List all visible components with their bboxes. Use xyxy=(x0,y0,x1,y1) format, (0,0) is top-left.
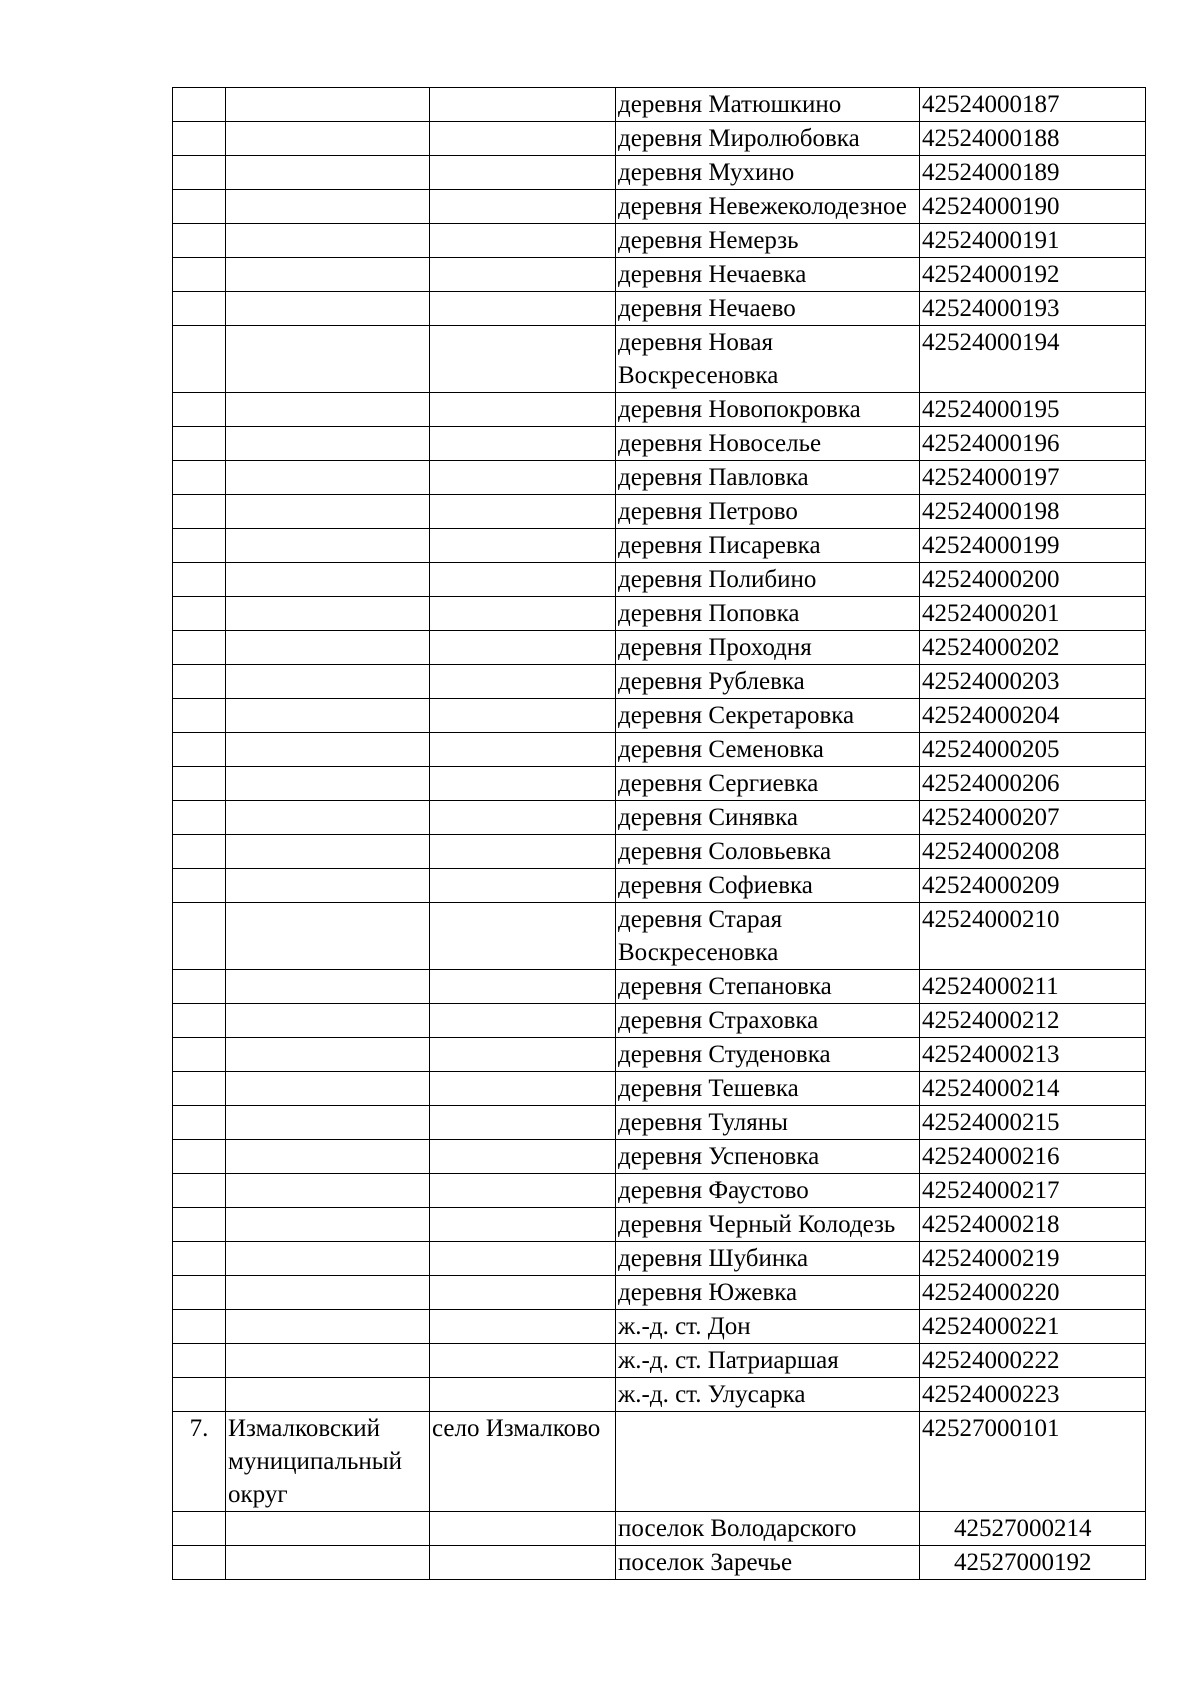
table-row xyxy=(173,1140,1146,1174)
district-cell xyxy=(226,1310,430,1344)
settlement-name-cell: деревня Новоселье xyxy=(616,427,920,461)
oktmo-code-cell: 42524000200 xyxy=(920,563,1146,597)
district-cell xyxy=(226,1140,430,1174)
row-number-cell xyxy=(173,1512,226,1546)
settlement-name-cell: деревня Полибино xyxy=(616,563,920,597)
table-row xyxy=(173,801,1146,835)
settlement-name-cell: ж.-д. ст. Дон xyxy=(616,1310,920,1344)
oktmo-code-cell: 42524000199 xyxy=(920,529,1146,563)
settlement-name-cell: деревня Успеновка xyxy=(616,1140,920,1174)
settlement-name-cell: деревня Матюшкино xyxy=(616,88,920,122)
admin-center-cell xyxy=(430,1004,616,1038)
admin-center-cell xyxy=(430,427,616,461)
settlement-name-cell: деревня Старая Воскресеновка xyxy=(616,903,920,970)
table-row xyxy=(173,1106,1146,1140)
oktmo-code-cell: 42524000206 xyxy=(920,767,1146,801)
table-row xyxy=(173,869,1146,903)
settlement-name-cell: деревня Страховка xyxy=(616,1004,920,1038)
district-cell xyxy=(226,495,430,529)
row-number-cell xyxy=(173,767,226,801)
admin-center-cell xyxy=(430,1378,616,1412)
district-cell xyxy=(226,1378,430,1412)
admin-center-cell xyxy=(430,970,616,1004)
table-row xyxy=(173,1310,1146,1344)
district-cell xyxy=(226,597,430,631)
table-row xyxy=(173,1208,1146,1242)
settlement-name-cell: деревня Писаревка xyxy=(616,529,920,563)
row-number-cell xyxy=(173,190,226,224)
row-number-cell xyxy=(173,1546,226,1580)
oktmo-code-cell: 42527000192 xyxy=(920,1546,1146,1580)
row-number-cell xyxy=(173,224,226,258)
district-cell xyxy=(226,1004,430,1038)
district-cell xyxy=(226,1106,430,1140)
settlement-name-cell: деревня Невежеколодезное xyxy=(616,190,920,224)
oktmo-code-cell: 42524000221 xyxy=(920,1310,1146,1344)
admin-center-cell xyxy=(430,1242,616,1276)
admin-center-cell xyxy=(430,1106,616,1140)
table-row xyxy=(173,326,1146,393)
district-cell xyxy=(226,767,430,801)
settlement-name-cell: деревня Поповка xyxy=(616,597,920,631)
settlement-name-cell: деревня Петрово xyxy=(616,495,920,529)
table-row xyxy=(173,224,1146,258)
district-cell xyxy=(226,1546,430,1580)
settlement-name-cell: деревня Соловьевка xyxy=(616,835,920,869)
row-number-cell xyxy=(173,1072,226,1106)
table-row xyxy=(173,1072,1146,1106)
row-number-cell xyxy=(173,597,226,631)
row-number-cell: 7. xyxy=(173,1412,226,1512)
row-number-cell xyxy=(173,1038,226,1072)
row-number-cell xyxy=(173,563,226,597)
district-cell xyxy=(226,563,430,597)
settlement-name-cell: деревня Новопокровка xyxy=(616,393,920,427)
district-cell xyxy=(226,326,430,393)
oktmo-code-cell: 42524000189 xyxy=(920,156,1146,190)
admin-center-cell xyxy=(430,190,616,224)
row-number-cell xyxy=(173,1174,226,1208)
row-number-cell xyxy=(173,869,226,903)
admin-center-cell xyxy=(430,801,616,835)
oktmo-code-cell: 42524000212 xyxy=(920,1004,1146,1038)
table-row xyxy=(173,1412,1146,1512)
oktmo-code-cell: 42524000217 xyxy=(920,1174,1146,1208)
admin-center-cell xyxy=(430,258,616,292)
settlement-name-cell: ж.-д. ст. Патриаршая xyxy=(616,1344,920,1378)
oktmo-code-cell: 42524000213 xyxy=(920,1038,1146,1072)
admin-center-cell xyxy=(430,1208,616,1242)
settlement-name-cell: деревня Синявка xyxy=(616,801,920,835)
table-row xyxy=(173,1378,1146,1412)
oktmo-code-cell: 42524000201 xyxy=(920,597,1146,631)
oktmo-code-cell: 42527000214 xyxy=(920,1512,1146,1546)
oktmo-code-cell: 42524000209 xyxy=(920,869,1146,903)
oktmo-code-cell: 42524000218 xyxy=(920,1208,1146,1242)
row-number-cell xyxy=(173,801,226,835)
row-number-cell xyxy=(173,970,226,1004)
district-cell xyxy=(226,801,430,835)
district-cell xyxy=(226,835,430,869)
admin-center-cell xyxy=(430,1140,616,1174)
row-number-cell xyxy=(173,156,226,190)
row-number-cell xyxy=(173,699,226,733)
table-row xyxy=(173,88,1146,122)
row-number-cell xyxy=(173,665,226,699)
table-row xyxy=(173,1242,1146,1276)
oktmo-code-cell: 42524000216 xyxy=(920,1140,1146,1174)
oktmo-code-cell: 42524000219 xyxy=(920,1242,1146,1276)
admin-center-cell xyxy=(430,461,616,495)
oktmo-code-cell: 42524000205 xyxy=(920,733,1146,767)
district-cell xyxy=(226,1344,430,1378)
settlement-name-cell: деревня Сергиевка xyxy=(616,767,920,801)
oktmo-code-cell: 42524000214 xyxy=(920,1072,1146,1106)
oktmo-code-cell: 42524000207 xyxy=(920,801,1146,835)
table-row xyxy=(173,461,1146,495)
oktmo-code-cell: 42524000223 xyxy=(920,1378,1146,1412)
row-number-cell xyxy=(173,1140,226,1174)
row-number-cell xyxy=(173,1344,226,1378)
row-number-cell xyxy=(173,733,226,767)
table-row xyxy=(173,393,1146,427)
district-cell xyxy=(226,1038,430,1072)
table-row xyxy=(173,1174,1146,1208)
row-number-cell xyxy=(173,1242,226,1276)
row-number-cell xyxy=(173,1004,226,1038)
table-row xyxy=(173,970,1146,1004)
settlement-name-cell: деревня Фаустово xyxy=(616,1174,920,1208)
row-number-cell xyxy=(173,258,226,292)
oktmo-code-cell: 42524000192 xyxy=(920,258,1146,292)
row-number-cell xyxy=(173,1378,226,1412)
table-row xyxy=(173,665,1146,699)
oktmo-code-cell: 42527000101 xyxy=(920,1412,1146,1512)
admin-center-cell xyxy=(430,699,616,733)
row-number-cell xyxy=(173,903,226,970)
row-number-cell xyxy=(173,1208,226,1242)
settlement-name-cell xyxy=(616,1412,920,1512)
table-row xyxy=(173,122,1146,156)
admin-center-cell xyxy=(430,767,616,801)
district-cell xyxy=(226,529,430,563)
row-number-cell xyxy=(173,1276,226,1310)
table-row xyxy=(173,699,1146,733)
table-row xyxy=(173,597,1146,631)
table-row xyxy=(173,427,1146,461)
settlement-name-cell: деревня Черный Колодезь xyxy=(616,1208,920,1242)
district-cell xyxy=(226,224,430,258)
admin-center-cell xyxy=(430,665,616,699)
oktmo-code-cell: 42524000208 xyxy=(920,835,1146,869)
table-row xyxy=(173,1546,1146,1580)
oktmo-code-cell: 42524000190 xyxy=(920,190,1146,224)
row-number-cell xyxy=(173,1310,226,1344)
district-cell: Измалковский муниципальный округ xyxy=(226,1412,430,1512)
table-row xyxy=(173,258,1146,292)
oktmo-code-cell: 42524000193 xyxy=(920,292,1146,326)
settlement-name-cell: деревня Немерзь xyxy=(616,224,920,258)
oktmo-code-cell: 42524000188 xyxy=(920,122,1146,156)
admin-center-cell xyxy=(430,1310,616,1344)
admin-center-cell xyxy=(430,1512,616,1546)
settlement-name-cell: ж.-д. ст. Улусарка xyxy=(616,1378,920,1412)
admin-center-cell: село Измалково xyxy=(430,1412,616,1512)
oktmo-code-cell: 42524000198 xyxy=(920,495,1146,529)
district-cell xyxy=(226,869,430,903)
admin-center-cell xyxy=(430,495,616,529)
table-row xyxy=(173,631,1146,665)
district-cell xyxy=(226,156,430,190)
admin-center-cell xyxy=(430,292,616,326)
row-number-cell xyxy=(173,835,226,869)
oktmo-code-cell: 42524000215 xyxy=(920,1106,1146,1140)
settlements-table xyxy=(172,87,1146,1580)
admin-center-cell xyxy=(430,733,616,767)
settlement-name-cell: деревня Тешевка xyxy=(616,1072,920,1106)
row-number-cell xyxy=(173,122,226,156)
oktmo-code-cell: 42524000210 xyxy=(920,903,1146,970)
district-cell xyxy=(226,1208,430,1242)
table-row xyxy=(173,156,1146,190)
admin-center-cell xyxy=(430,869,616,903)
district-cell xyxy=(226,258,430,292)
settlement-name-cell: деревня Студеновка xyxy=(616,1038,920,1072)
district-cell xyxy=(226,970,430,1004)
table-row xyxy=(173,835,1146,869)
row-number-cell xyxy=(173,631,226,665)
admin-center-cell xyxy=(430,835,616,869)
row-number-cell xyxy=(173,1106,226,1140)
admin-center-cell xyxy=(430,326,616,393)
district-cell xyxy=(226,1072,430,1106)
admin-center-cell xyxy=(430,563,616,597)
settlement-name-cell: деревня Нечаево xyxy=(616,292,920,326)
oktmo-code-cell: 42524000196 xyxy=(920,427,1146,461)
oktmo-code-cell: 42524000187 xyxy=(920,88,1146,122)
admin-center-cell xyxy=(430,393,616,427)
oktmo-code-cell: 42524000202 xyxy=(920,631,1146,665)
admin-center-cell xyxy=(430,1546,616,1580)
settlement-name-cell: деревня Нечаевка xyxy=(616,258,920,292)
oktmo-code-cell: 42524000220 xyxy=(920,1276,1146,1310)
admin-center-cell xyxy=(430,156,616,190)
district-cell xyxy=(226,190,430,224)
admin-center-cell xyxy=(430,1072,616,1106)
district-cell xyxy=(226,1242,430,1276)
settlement-name-cell: деревня Миролюбовка xyxy=(616,122,920,156)
settlement-name-cell: деревня Туляны xyxy=(616,1106,920,1140)
oktmo-code-cell: 42524000203 xyxy=(920,665,1146,699)
table-row xyxy=(173,903,1146,970)
district-cell xyxy=(226,699,430,733)
district-cell xyxy=(226,1276,430,1310)
district-cell xyxy=(226,122,430,156)
settlement-name-cell: деревня Южевка xyxy=(616,1276,920,1310)
admin-center-cell xyxy=(430,1038,616,1072)
district-cell xyxy=(226,88,430,122)
admin-center-cell xyxy=(430,631,616,665)
table-row xyxy=(173,292,1146,326)
table-row xyxy=(173,1512,1146,1546)
settlement-name-cell: деревня Степановка xyxy=(616,970,920,1004)
table-row xyxy=(173,495,1146,529)
district-cell xyxy=(226,292,430,326)
settlement-name-cell: поселок Володарского xyxy=(616,1512,920,1546)
admin-center-cell xyxy=(430,1174,616,1208)
settlement-name-cell: деревня Софиевка xyxy=(616,869,920,903)
settlement-name-cell: деревня Секретаровка xyxy=(616,699,920,733)
settlement-name-cell: поселок Заречье xyxy=(616,1546,920,1580)
oktmo-code-cell: 42524000191 xyxy=(920,224,1146,258)
settlement-name-cell: деревня Мухино xyxy=(616,156,920,190)
row-number-cell xyxy=(173,393,226,427)
table-row xyxy=(173,529,1146,563)
admin-center-cell xyxy=(430,122,616,156)
row-number-cell xyxy=(173,292,226,326)
admin-center-cell xyxy=(430,597,616,631)
settlement-name-cell: деревня Рублевка xyxy=(616,665,920,699)
row-number-cell xyxy=(173,326,226,393)
row-number-cell xyxy=(173,461,226,495)
oktmo-code-cell: 42524000197 xyxy=(920,461,1146,495)
table-row xyxy=(173,1344,1146,1378)
table-row xyxy=(173,1276,1146,1310)
settlements-table-body xyxy=(173,88,1146,1580)
district-cell xyxy=(226,631,430,665)
row-number-cell xyxy=(173,529,226,563)
admin-center-cell xyxy=(430,1344,616,1378)
district-cell xyxy=(226,1512,430,1546)
table-row xyxy=(173,767,1146,801)
district-cell xyxy=(226,733,430,767)
oktmo-code-cell: 42524000194 xyxy=(920,326,1146,393)
oktmo-code-cell: 42524000222 xyxy=(920,1344,1146,1378)
district-cell xyxy=(226,427,430,461)
table-row xyxy=(173,190,1146,224)
admin-center-cell xyxy=(430,903,616,970)
row-number-cell xyxy=(173,495,226,529)
district-cell xyxy=(226,1174,430,1208)
settlement-name-cell: деревня Павловка xyxy=(616,461,920,495)
admin-center-cell xyxy=(430,88,616,122)
settlement-name-cell: деревня Проходня xyxy=(616,631,920,665)
table-row xyxy=(173,1038,1146,1072)
admin-center-cell xyxy=(430,1276,616,1310)
district-cell xyxy=(226,665,430,699)
settlement-name-cell: деревня Шубинка xyxy=(616,1242,920,1276)
oktmo-code-cell: 42524000204 xyxy=(920,699,1146,733)
settlement-name-cell: деревня Новая Воскресеновка xyxy=(616,326,920,393)
table-row xyxy=(173,563,1146,597)
admin-center-cell xyxy=(430,224,616,258)
table-row xyxy=(173,1004,1146,1038)
admin-center-cell xyxy=(430,529,616,563)
oktmo-code-cell: 42524000195 xyxy=(920,393,1146,427)
oktmo-code-cell: 42524000211 xyxy=(920,970,1146,1004)
settlement-name-cell: деревня Семеновка xyxy=(616,733,920,767)
district-cell xyxy=(226,903,430,970)
row-number-cell xyxy=(173,427,226,461)
district-cell xyxy=(226,461,430,495)
table-row xyxy=(173,733,1146,767)
district-cell xyxy=(226,393,430,427)
row-number-cell xyxy=(173,88,226,122)
